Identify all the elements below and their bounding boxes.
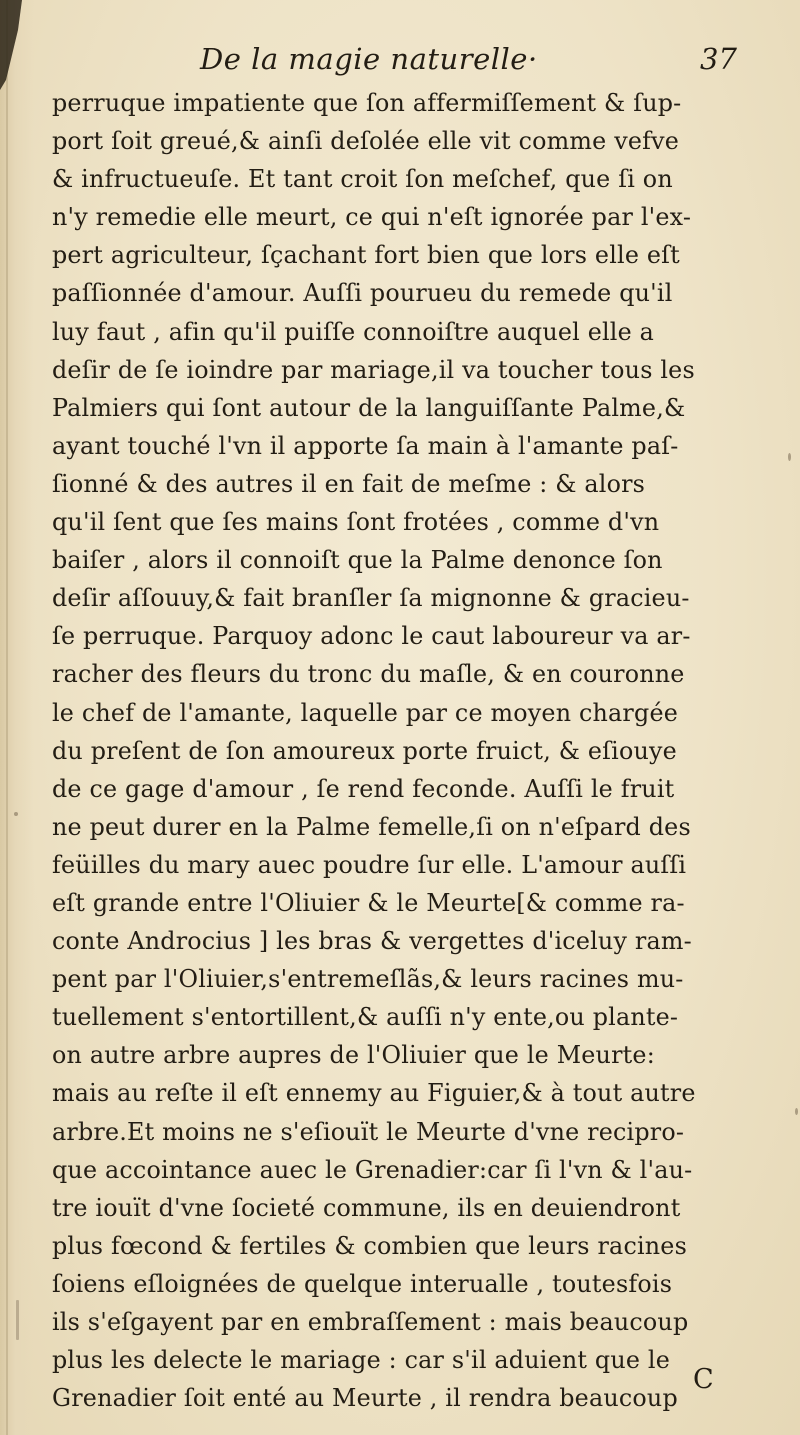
page-number: 37 — [700, 42, 737, 76]
text-line: n'y remedie elle meurt, ce qui n'eſt ignorée par l'ex- — [52, 203, 692, 232]
text-line: deſir de ſe ioindre par mariage,il va toucher tous les — [52, 355, 695, 384]
text-line: qu'il ſent que ſes mains ſont frotées , comme d'vn — [52, 508, 660, 537]
text-line: port ſoit greué,& ainſi deſolée elle vit comme vefve — [52, 127, 680, 156]
text-line: ſionné & des autres il en fait de meſme : & alors — [52, 469, 646, 498]
text-line: feüilles du mary auec poudre ſur elle. L'amour auſſi — [52, 850, 687, 879]
text-line: eſt grande entre l'Oliuier & le Meurte[& comme ra- — [52, 888, 685, 917]
text-line: on autre arbre aupres de l'Oliuier que le Meurte: — [52, 1041, 655, 1070]
text-line: baiſer , alors il connoiſt que la Palme denonce ſon — [52, 546, 663, 575]
text-line: ne peut durer en la Palme femelle,ſi on n'eſpard des — [52, 812, 691, 841]
ink-speck — [16, 1300, 19, 1340]
text-line: ſoiens eſloignées de quelque interualle , toutesfois — [52, 1269, 673, 1298]
ink-speck — [788, 453, 791, 461]
text-line: de ce gage d'amour , ſe rend feconde. Auſſi le fruit — [52, 774, 675, 803]
text-line: conte Androcius ] les bras & vergettes d'iceluy ram- — [52, 927, 692, 956]
text-line: luy faut , afin qu'il puiſſe connoiſtre auquel elle a — [52, 317, 655, 346]
text-line: mais au reſte il eſt ennemy au Figuier,& à tout autre — [52, 1079, 696, 1108]
text-line: plus les delecte le mariage : car s'il aduient que le — [52, 1346, 671, 1375]
text-line: perruque impatiente que ſon affermiſſement & ſup- — [52, 89, 682, 117]
text-line: pert agriculteur, ſçachant fort bien que lors elle eſt — [52, 241, 680, 270]
text-line: tre iouït d'vne ſocieté commune, ils en deuiendront — [52, 1193, 681, 1222]
signature-mark: C — [693, 1364, 714, 1395]
text-line: ils s'eſgayent par en embraſſement : mais beaucoup — [52, 1308, 689, 1336]
text-line: pent par l'Oliuier,s'entremeſlãs,& leurs racines mu- — [52, 965, 684, 994]
page-corner-tear — [0, 0, 30, 90]
text-line: & infructueuſe. Et tant croit ſon meſchef, que ſi on — [52, 165, 673, 194]
text-line: plus fœcond & fertiles & combien que leurs racines — [52, 1231, 688, 1260]
text-line: ayant touché l'vn il apporte ſa main à l'amante paſ- — [52, 431, 679, 460]
text-line: tuellement s'entortillent,& auſſi n'y ente,ou plante- — [52, 1003, 679, 1032]
gutter-edge — [6, 0, 8, 1435]
text-line: que accointance auec le Grenadier:car ſi l'vn & l'au- — [52, 1155, 693, 1184]
text-line: deſir aſſouuy,& fait branſler ſa mignonne & gracieu- — [52, 584, 690, 613]
ink-speck — [14, 812, 18, 816]
text-line: racher des fleurs du tronc du maſle, & en couronne — [52, 660, 685, 689]
text-line: Palmiers qui ſont autour de la languiſſante Palme,& — [52, 393, 686, 422]
text-line: paſſionnée d'amour. Auſſi pourueu du remede qu'il — [52, 279, 673, 308]
ink-speck — [795, 1108, 798, 1115]
text-line: le chef de l'amante, laquelle par ce moyen chargée — [52, 698, 679, 727]
text-line: arbre.Et moins ne s'eſiouït le Meurte d'vne recipro- — [52, 1117, 685, 1146]
body-text — [52, 84, 782, 1417]
text-line: ſe perruque. Parquoy adonc le caut laboureur va ar- — [52, 622, 691, 651]
text-line: du preſent de ſon amoureux porte fruict, & eſiouye — [52, 736, 677, 765]
text-line: Grenadier ſoit enté au Meurte , il rendra beaucoup — [52, 1384, 678, 1413]
running-head: De la magie naturelle· — [200, 42, 538, 76]
